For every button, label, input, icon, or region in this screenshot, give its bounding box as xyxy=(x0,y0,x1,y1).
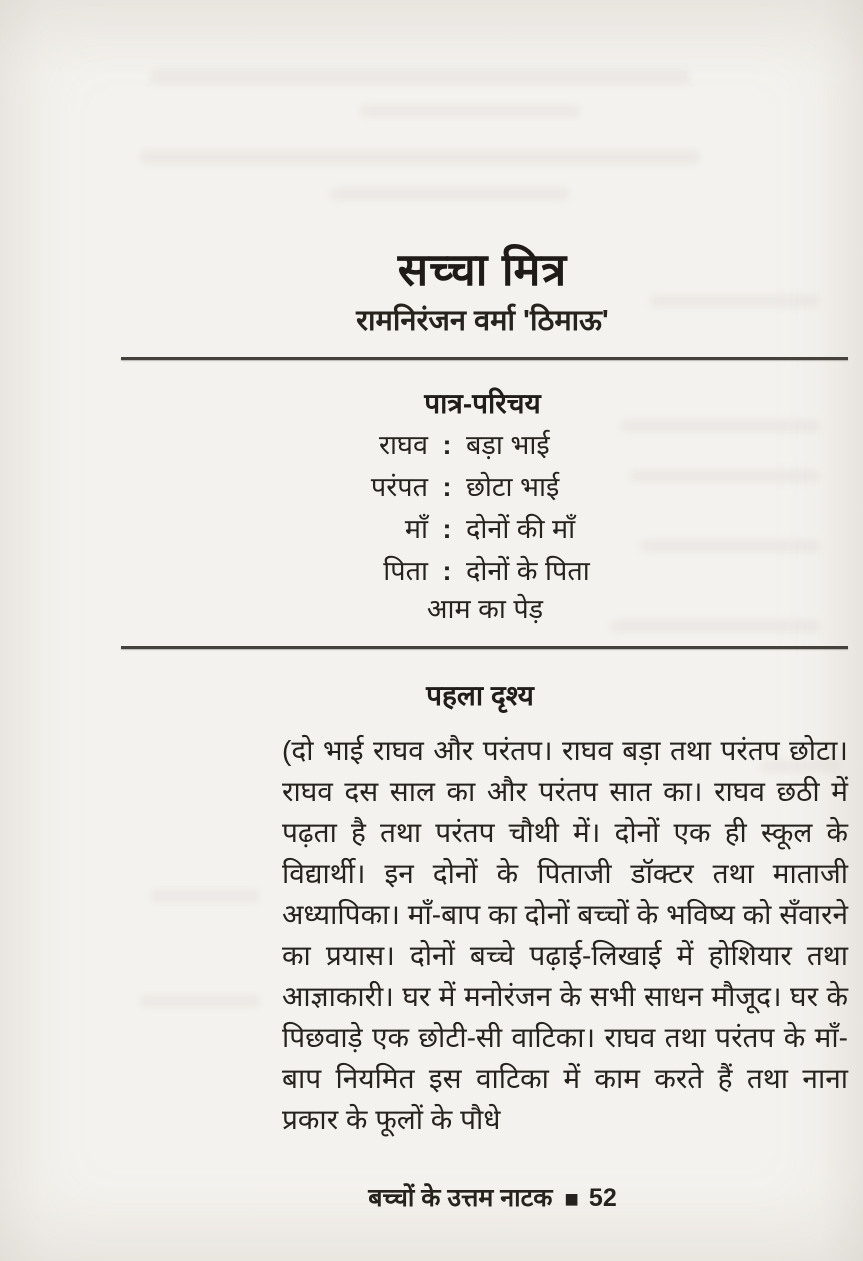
cast-role: दोनों की माँ xyxy=(466,514,576,544)
bleedthrough-artifact xyxy=(630,470,820,482)
scene-heading: पहला दृश्य xyxy=(426,680,534,711)
cast-extra-item: आम का पेड़ xyxy=(426,594,544,624)
cast-name: राघव xyxy=(378,430,428,460)
cast-role: बड़ा भाई xyxy=(466,430,550,460)
cast-role: दोनों के पिता xyxy=(466,556,590,586)
cast-list xyxy=(270,424,590,592)
cast-name: परंपत xyxy=(370,472,428,502)
footer-page-number: 52 xyxy=(588,1184,617,1212)
bleedthrough-artifact xyxy=(360,105,580,117)
bleedthrough-artifact xyxy=(150,70,690,84)
cast-colon: : xyxy=(442,430,452,460)
cast-name: पिता xyxy=(383,556,428,586)
cast-colon: : xyxy=(442,514,452,544)
bleedthrough-artifact xyxy=(150,890,260,902)
footer-book-title: बच्चों के उत्तम नाटक xyxy=(368,1184,553,1212)
bleedthrough-artifact xyxy=(330,188,570,200)
cast-colon: : xyxy=(442,472,452,502)
page-footer xyxy=(60,1180,863,1214)
horizontal-rule-top xyxy=(121,357,848,360)
bleedthrough-artifact xyxy=(140,995,260,1007)
cast-heading: पात्र-परिचय xyxy=(424,388,541,419)
scene-stage-directions: (दो भाई राघव और परंतप। राघव बड़ा तथा परंतप छोटा। राघव दस साल का और परंतप सात का। राघव छठी में पढ़ता है तथा परंतप चौथी में। दोनों एक ही स्कूल के विद्यार्थी। इन दोनों के पिताजी डॉक्टर तथा माताजी अध्यापिका। माँ-बाप का दोनों बच्चों के भविष्य को सँवारने का प्रयास। दोनों बच्चे पढ़ाई-लिखाई में होशियार तथा आज्ञाकारी। घर में मनोरंजन के सभी साधन मौजूद। घर के पिछवाड़े एक छोटी-सी वाटिका। राघव तथा परंतप के माँ-बाप नियमित इस वाटिका में काम करते हैं तथा नाना प्रकार के फूलों के पौधे xyxy=(282,735,848,1135)
author-name: रामनिरंजन वर्मा 'ठिमाऊ' xyxy=(356,305,609,337)
square-bullet-icon: ■ xyxy=(564,1186,579,1213)
bleedthrough-artifact xyxy=(140,150,700,164)
horizontal-rule-bottom xyxy=(121,646,848,649)
bleedthrough-artifact xyxy=(640,540,820,552)
play-title: सच्चा मित्र xyxy=(397,244,568,295)
cast-colon: : xyxy=(442,556,452,586)
cast-name: माँ xyxy=(404,514,428,544)
cast-role: छोटा भाई xyxy=(466,472,560,502)
